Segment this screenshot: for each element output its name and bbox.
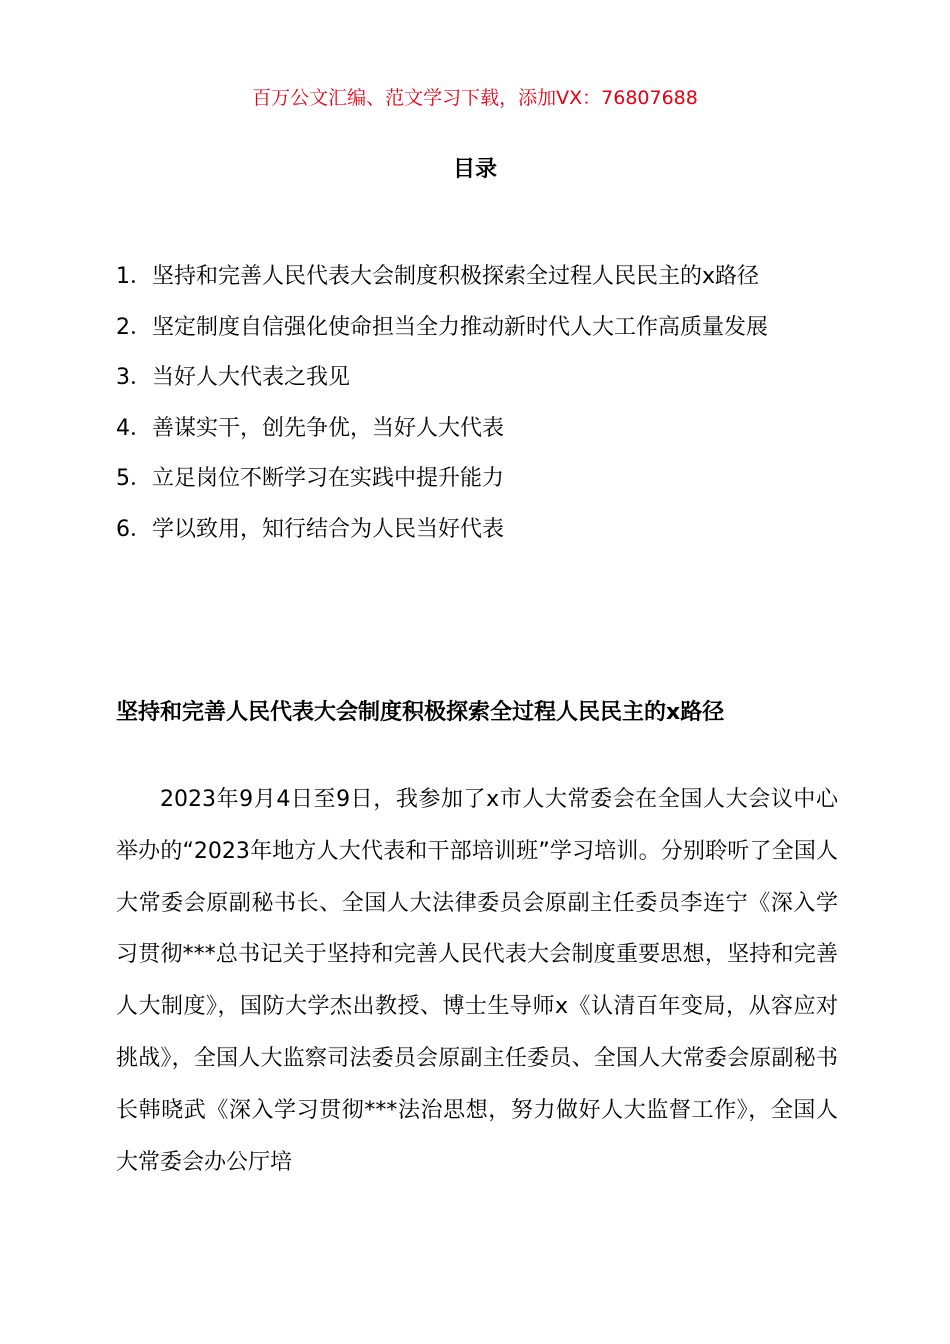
toc-item: 2．坚定制度自信强化使命担当全力推动新时代人大工作高质量发展 — [116, 314, 768, 340]
toc-title: 目录 — [452, 157, 497, 182]
toc-item: 5．立足岗位不断学习在实践中提升能力 — [116, 466, 504, 492]
header-banner: 百万公文汇编、范文学习下载，添加VX：76807688 — [252, 87, 698, 109]
table-of-contents — [116, 252, 846, 556]
body-paragraph: 2023年9月4日至9日，我参加了x市人大常委会在全国人大会议中心举办的“2023年地方人大代表和干部培训班”学习培训。分别聆听了全国人大常委会原副秘书长、全国人大法律委员会原副主任委员李连宁《深入学习贯彻***总书记关于坚持和完善人民代表大会制度重要思想，坚持和完善人大制度》，国防大学杰出教授、博士生导师x《认清百年变局，从容应对挑战》，全国人大监察司法委员会原副主任委员、全国人大常委会原副秘书长韩晓武《深入学习贯彻***法治思想，努力做好人大监督工作》，全国人大常委会办公厅培 — [116, 787, 838, 1175]
toc-item: 4．善谋实干，创先争优，当好人大代表 — [116, 415, 504, 441]
toc-item: 1．坚持和完善人民代表大会制度积极探索全过程人民民主的x路径 — [116, 264, 760, 289]
toc-item: 3．当好人大代表之我见 — [116, 365, 350, 391]
toc-item: 6．学以致用，知行结合为人民当好代表 — [116, 516, 504, 542]
section-heading: 坚持和完善人民代表大会制度积极探索全过程人民民主的x路径 — [116, 700, 725, 725]
